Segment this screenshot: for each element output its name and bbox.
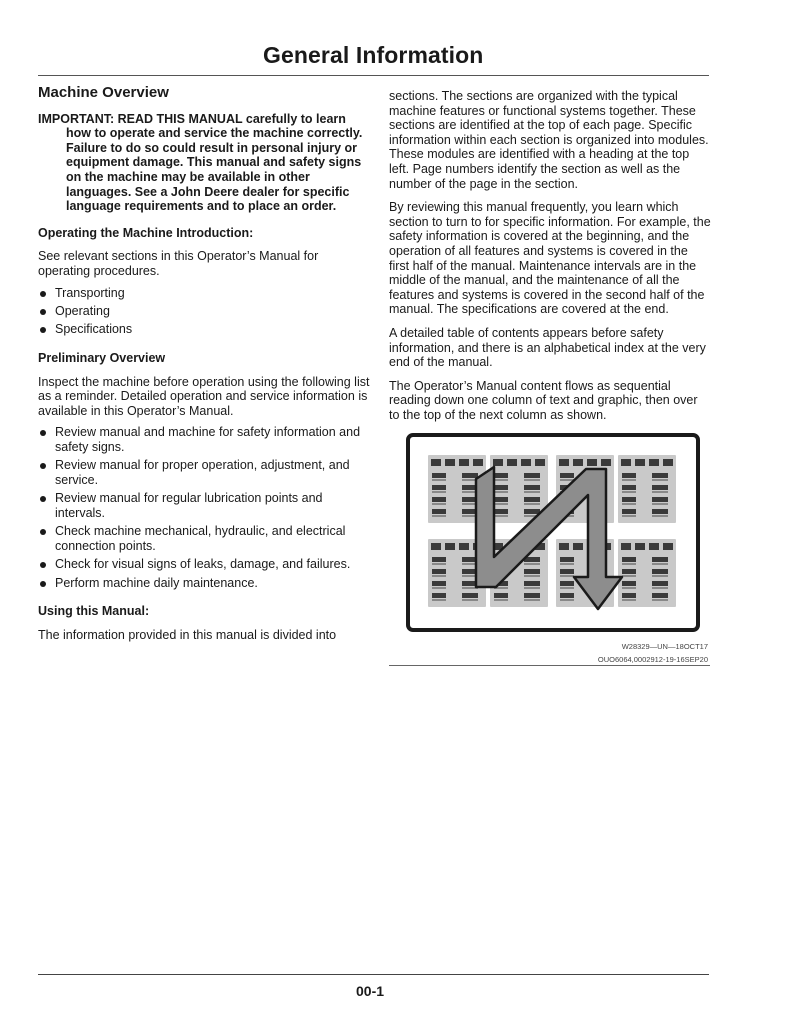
text-cell-icon <box>560 581 574 586</box>
text-cell-icon <box>432 509 446 514</box>
operating-text: See relevant sections in this Operator’s Manual for operating procedures. <box>38 249 319 278</box>
text-line-icon <box>494 503 508 505</box>
text-line-icon <box>494 479 508 481</box>
text-cell-icon <box>494 485 508 490</box>
list-item <box>38 286 370 301</box>
text-cell-icon <box>649 543 659 550</box>
text-cell-icon <box>445 459 455 466</box>
paragraph-sections: sections. The sections are organized with the typical machine features or functional systems together. These sections are identified at the top of each page. Specific information within each section is organized into modules. These modules are identified with a heading at the top left. Page numbers identify the section as well as the number of the page in the section. <box>389 89 709 191</box>
text-cell-icon <box>493 459 503 466</box>
text-cell-icon <box>622 473 636 478</box>
operating-list <box>38 286 370 337</box>
text-line-icon <box>524 491 540 493</box>
list-item-text: Specifications <box>55 322 133 337</box>
left-column <box>38 86 370 649</box>
bullet-icon <box>40 496 46 502</box>
text-line-icon <box>524 563 540 565</box>
paragraph-contents: A detailed table of contents appears before safety information, and there is an alphabetical index at the very end of the manual. <box>389 325 706 370</box>
list-item-text: Review manual for proper operation, adjustment, and service. <box>55 458 350 487</box>
text-line-icon <box>432 575 446 577</box>
text-line-icon <box>622 587 636 589</box>
text-line-icon <box>432 515 446 517</box>
text-cell-icon <box>431 543 441 550</box>
text-cell-icon <box>507 459 517 466</box>
text-line-icon <box>622 599 636 601</box>
text-cell-icon <box>622 569 636 574</box>
text-line-icon <box>494 515 508 517</box>
text-line-icon <box>622 575 636 577</box>
text-line-icon <box>622 491 636 493</box>
text-cell-icon <box>432 497 446 502</box>
figure-module-id: OUO6064,0002912-19-16SEP20 <box>597 655 708 664</box>
list-item-text: Operating <box>55 303 110 318</box>
text-line-icon <box>652 503 668 505</box>
text-line-icon <box>622 479 636 481</box>
list-item-text: Perform machine daily maintenance. <box>55 575 258 590</box>
text-cell-icon <box>622 509 636 514</box>
text-cell-icon <box>560 473 574 478</box>
text-line-icon <box>560 599 574 601</box>
text-line-icon <box>652 479 668 481</box>
text-cell-icon <box>459 459 469 466</box>
text-line-icon <box>652 491 668 493</box>
text-line-icon <box>622 503 636 505</box>
list-item <box>38 576 370 591</box>
text-cell-icon <box>432 485 446 490</box>
text-cell-icon <box>635 459 645 466</box>
text-line-icon <box>432 491 446 493</box>
text-cell-icon <box>573 459 583 466</box>
text-cell-icon <box>494 473 508 478</box>
text-cell-icon <box>663 459 673 466</box>
bullet-icon <box>40 327 46 333</box>
list-item-text: Check machine mechanical, hydraulic, and electrical connection points. <box>55 524 346 553</box>
text-line-icon <box>524 479 540 481</box>
text-line-icon <box>560 575 574 577</box>
text-cell-icon <box>559 543 569 550</box>
list-item <box>38 557 370 572</box>
text-cell-icon <box>521 459 531 466</box>
text-line-icon <box>462 599 478 601</box>
list-item-text: Review manual for regular lubrication points and intervals. <box>55 491 323 520</box>
text-line-icon <box>524 599 540 601</box>
list-item <box>38 524 370 553</box>
figure-rule <box>389 665 710 666</box>
text-line-icon <box>494 599 508 601</box>
text-cell-icon <box>622 497 636 502</box>
operating-heading: Operating the Machine Introduction: <box>38 225 254 240</box>
section-heading: Machine Overview <box>38 84 169 101</box>
bullet-icon <box>40 463 46 469</box>
important-notice: IMPORTANT: READ THIS MANUAL carefully to learn how to operate and service the machine correctly. Failure to do so could result in personal injury or equipment damage. This manual and safety signs on the machine may be available in other languages. See a John Deere dealer for specific language requirements and to place an order. <box>38 111 363 214</box>
text-line-icon <box>652 515 668 517</box>
text-cell-icon <box>621 459 631 466</box>
text-line-icon <box>622 515 636 517</box>
text-line-icon <box>652 599 668 601</box>
bullet-icon <box>40 430 46 436</box>
text-cell-icon <box>524 581 540 586</box>
text-cell-icon <box>432 569 446 574</box>
text-cell-icon <box>462 473 478 478</box>
text-line-icon <box>432 599 446 601</box>
text-cell-icon <box>524 485 540 490</box>
text-cell-icon <box>652 509 668 514</box>
list-item-text: Check for visual signs of leaks, damage, and failures. <box>55 557 351 572</box>
text-cell-icon <box>432 581 446 586</box>
text-cell-icon <box>494 593 508 598</box>
bullet-icon <box>40 291 46 297</box>
text-cell-icon <box>621 543 631 550</box>
text-line-icon <box>432 563 446 565</box>
text-line-icon <box>622 563 636 565</box>
text-cell-icon <box>622 593 636 598</box>
text-cell-icon <box>432 473 446 478</box>
list-item-text: Review manual and machine for safety information and safety signs. <box>55 425 361 454</box>
text-cell-icon <box>473 459 483 466</box>
list-item-text: Transporting <box>55 285 125 300</box>
text-cell-icon <box>459 543 469 550</box>
text-line-icon <box>560 563 574 565</box>
text-line-icon <box>432 503 446 505</box>
text-cell-icon <box>560 593 574 598</box>
text-line-icon <box>524 575 540 577</box>
text-cell-icon <box>652 557 668 562</box>
text-cell-icon <box>535 459 545 466</box>
header-rule <box>38 75 709 76</box>
text-cell-icon <box>622 557 636 562</box>
text-cell-icon <box>635 543 645 550</box>
text-cell-icon <box>524 497 540 502</box>
bullet-icon <box>40 529 46 535</box>
text-line-icon <box>560 479 574 481</box>
text-line-icon <box>432 587 446 589</box>
text-cell-icon <box>652 497 668 502</box>
paragraph-reviewing: By reviewing this manual frequently, you learn which section to turn to for specific information. For example, the safety information is covered at the beginning, and the operation of all features and systems is covered in the first half of the manual. Maintenance intervals are in the middle of the manual, and the maintenance of all the features and systems is covered in the second half of the manual. The specifications are covered at the end. <box>389 200 711 317</box>
text-cell-icon <box>649 459 659 466</box>
list-item <box>38 458 370 487</box>
preliminary-text: Inspect the machine before operation using the following list as a reminder. Detailed operation and service information is available in this Operator’s Manual. <box>38 374 370 418</box>
text-line-icon <box>652 575 668 577</box>
text-cell-icon <box>431 459 441 466</box>
list-item <box>38 322 370 337</box>
using-heading: Using this Manual: <box>38 604 150 619</box>
text-line-icon <box>494 491 508 493</box>
bullet-icon <box>40 581 46 587</box>
reading-flow-diagram-icon <box>406 433 700 632</box>
text-cell-icon <box>432 557 446 562</box>
page-number: 00-1 <box>356 983 385 999</box>
right-column <box>389 89 711 431</box>
list-item <box>38 304 370 319</box>
text-cell-icon <box>462 593 478 598</box>
text-cell-icon <box>652 581 668 586</box>
text-cell-icon <box>524 569 540 574</box>
text-cell-icon <box>622 485 636 490</box>
text-line-icon <box>652 563 668 565</box>
text-line-icon <box>432 479 446 481</box>
text-cell-icon <box>622 581 636 586</box>
text-cell-icon <box>494 497 508 502</box>
text-cell-icon <box>663 543 673 550</box>
text-cell-icon <box>587 459 597 466</box>
text-cell-icon <box>652 473 668 478</box>
text-cell-icon <box>559 459 569 466</box>
page-title: General Information <box>263 42 484 68</box>
footer-rule <box>38 974 709 975</box>
text-cell-icon <box>524 593 540 598</box>
bullet-icon <box>40 562 46 568</box>
text-cell-icon <box>432 593 446 598</box>
list-item <box>38 425 370 454</box>
reading-flow-svg <box>410 437 696 628</box>
text-cell-icon <box>573 543 583 550</box>
text-line-icon <box>652 587 668 589</box>
text-cell-icon <box>494 509 508 514</box>
text-cell-icon <box>560 557 574 562</box>
preliminary-list <box>38 425 370 590</box>
text-line-icon <box>560 587 574 589</box>
text-line-icon <box>524 503 540 505</box>
preliminary-heading: Preliminary Overview <box>38 350 166 365</box>
text-cell-icon <box>601 459 611 466</box>
text-cell-icon <box>524 509 540 514</box>
text-cell-icon <box>445 543 455 550</box>
paragraph-flow: The Operator’s Manual content flows as sequential reading down one column of text and graphic, then over to the top of the next column as shown. <box>389 378 698 422</box>
text-cell-icon <box>652 485 668 490</box>
text-cell-icon <box>652 569 668 574</box>
text-line-icon <box>524 587 540 589</box>
list-item <box>38 491 370 520</box>
using-text: The information provided in this manual is divided into <box>38 627 337 642</box>
bullet-icon <box>40 309 46 315</box>
text-cell-icon <box>524 473 540 478</box>
figure-caption-id: W28329—UN—18OCT17 <box>621 642 708 651</box>
text-cell-icon <box>652 593 668 598</box>
text-cell-icon <box>560 569 574 574</box>
